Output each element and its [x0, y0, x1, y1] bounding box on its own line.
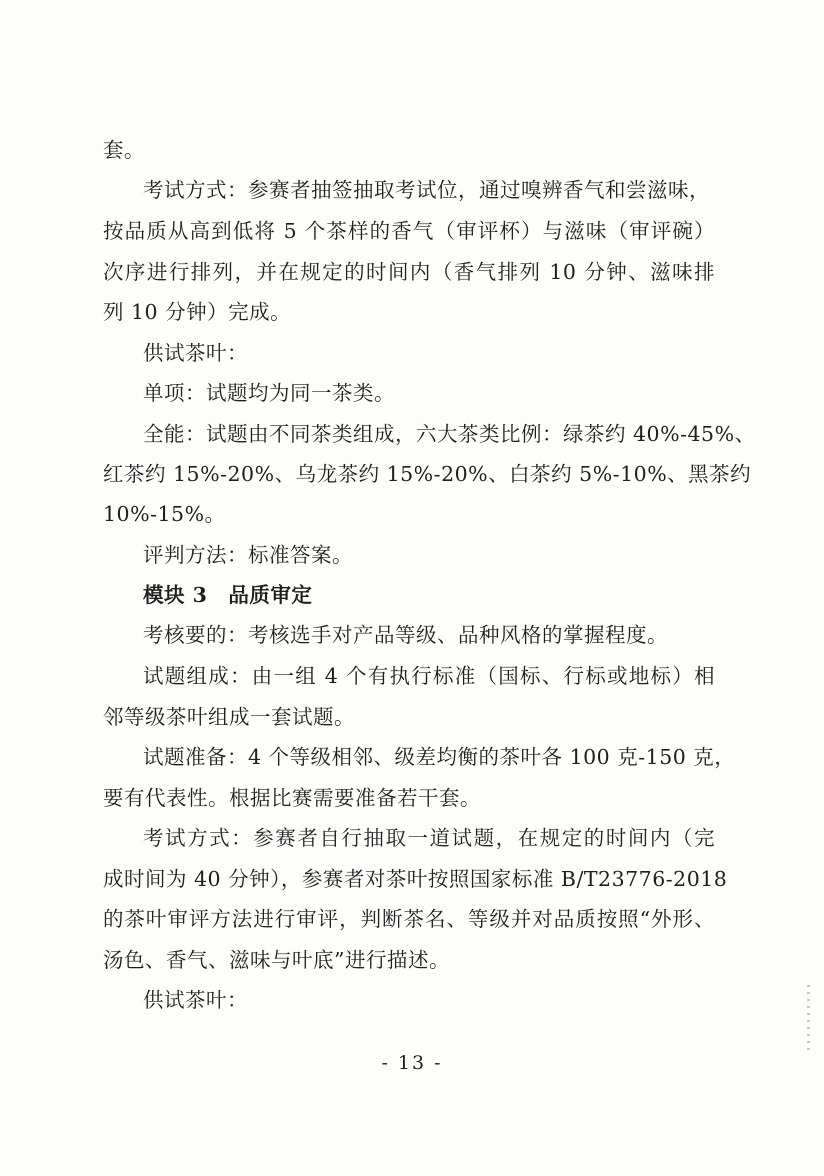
text-line: 列 10 分钟）完成。 [103, 300, 292, 324]
text-line: 邻等级茶叶组成一套试题。 [103, 705, 355, 729]
text-line: 的茶叶审评方法进行审评，判断茶名、等级并对品质按照“外形、 [103, 907, 715, 931]
text-line: 考试方式：参赛者自行抽取一道试题，在规定的时间内（完 [143, 826, 715, 850]
text-line: 试题组成：由一组 4 个有执行标准（国标、行标或地标）相 [143, 664, 715, 688]
text-line: 成时间为 40 分钟），参赛者对茶叶按照国家标准 B/T23776-2018 [103, 867, 728, 891]
text-line: 10%-15%。 [103, 502, 226, 526]
text-line: 评判方法：标准答案。 [143, 543, 353, 567]
page-number: - 13 - [381, 1052, 443, 1074]
text-line: 要有代表性。根据比赛需要准备若干套。 [103, 786, 481, 810]
text-line: 套。 [103, 138, 145, 162]
text-line: 红茶约 15%-20%、乌龙茶约 15%-20%、白茶约 5%-10%、黑茶约 [103, 462, 752, 486]
text-line: 全能：试题由不同茶类组成，六大茶类比例：绿茶约 40%-45%、 [143, 422, 756, 446]
text-line: 考试方式：参赛者抽签抽取考试位，通过嗅辨香气和尝滋味， [143, 178, 710, 202]
text-line: 试题准备：4 个等级相邻、级差均衡的茶叶各 100 克-150 克， [143, 745, 736, 769]
text-line: 考核要的：考核选手对产品等级、品种风格的掌握程度。 [143, 623, 668, 647]
text-line: 次序进行排列，并在规定的时间内（香气排列 10 分钟、滋味排 [103, 260, 715, 284]
text-line: 单项：试题均为同一茶类。 [143, 381, 395, 405]
scan-edge-marks [807, 985, 810, 1055]
text-line: 供试茶叶： [143, 341, 248, 365]
section-heading: 模块 3 品质审定 [143, 583, 313, 607]
text-line: 供试茶叶： [143, 988, 248, 1012]
text-line: 按品质从高到低将 5 个茶样的香气（审评杯）与滋味（审评碗） [103, 219, 715, 243]
text-line: 汤色、香气、滋味与叶底”进行描述。 [103, 948, 450, 972]
